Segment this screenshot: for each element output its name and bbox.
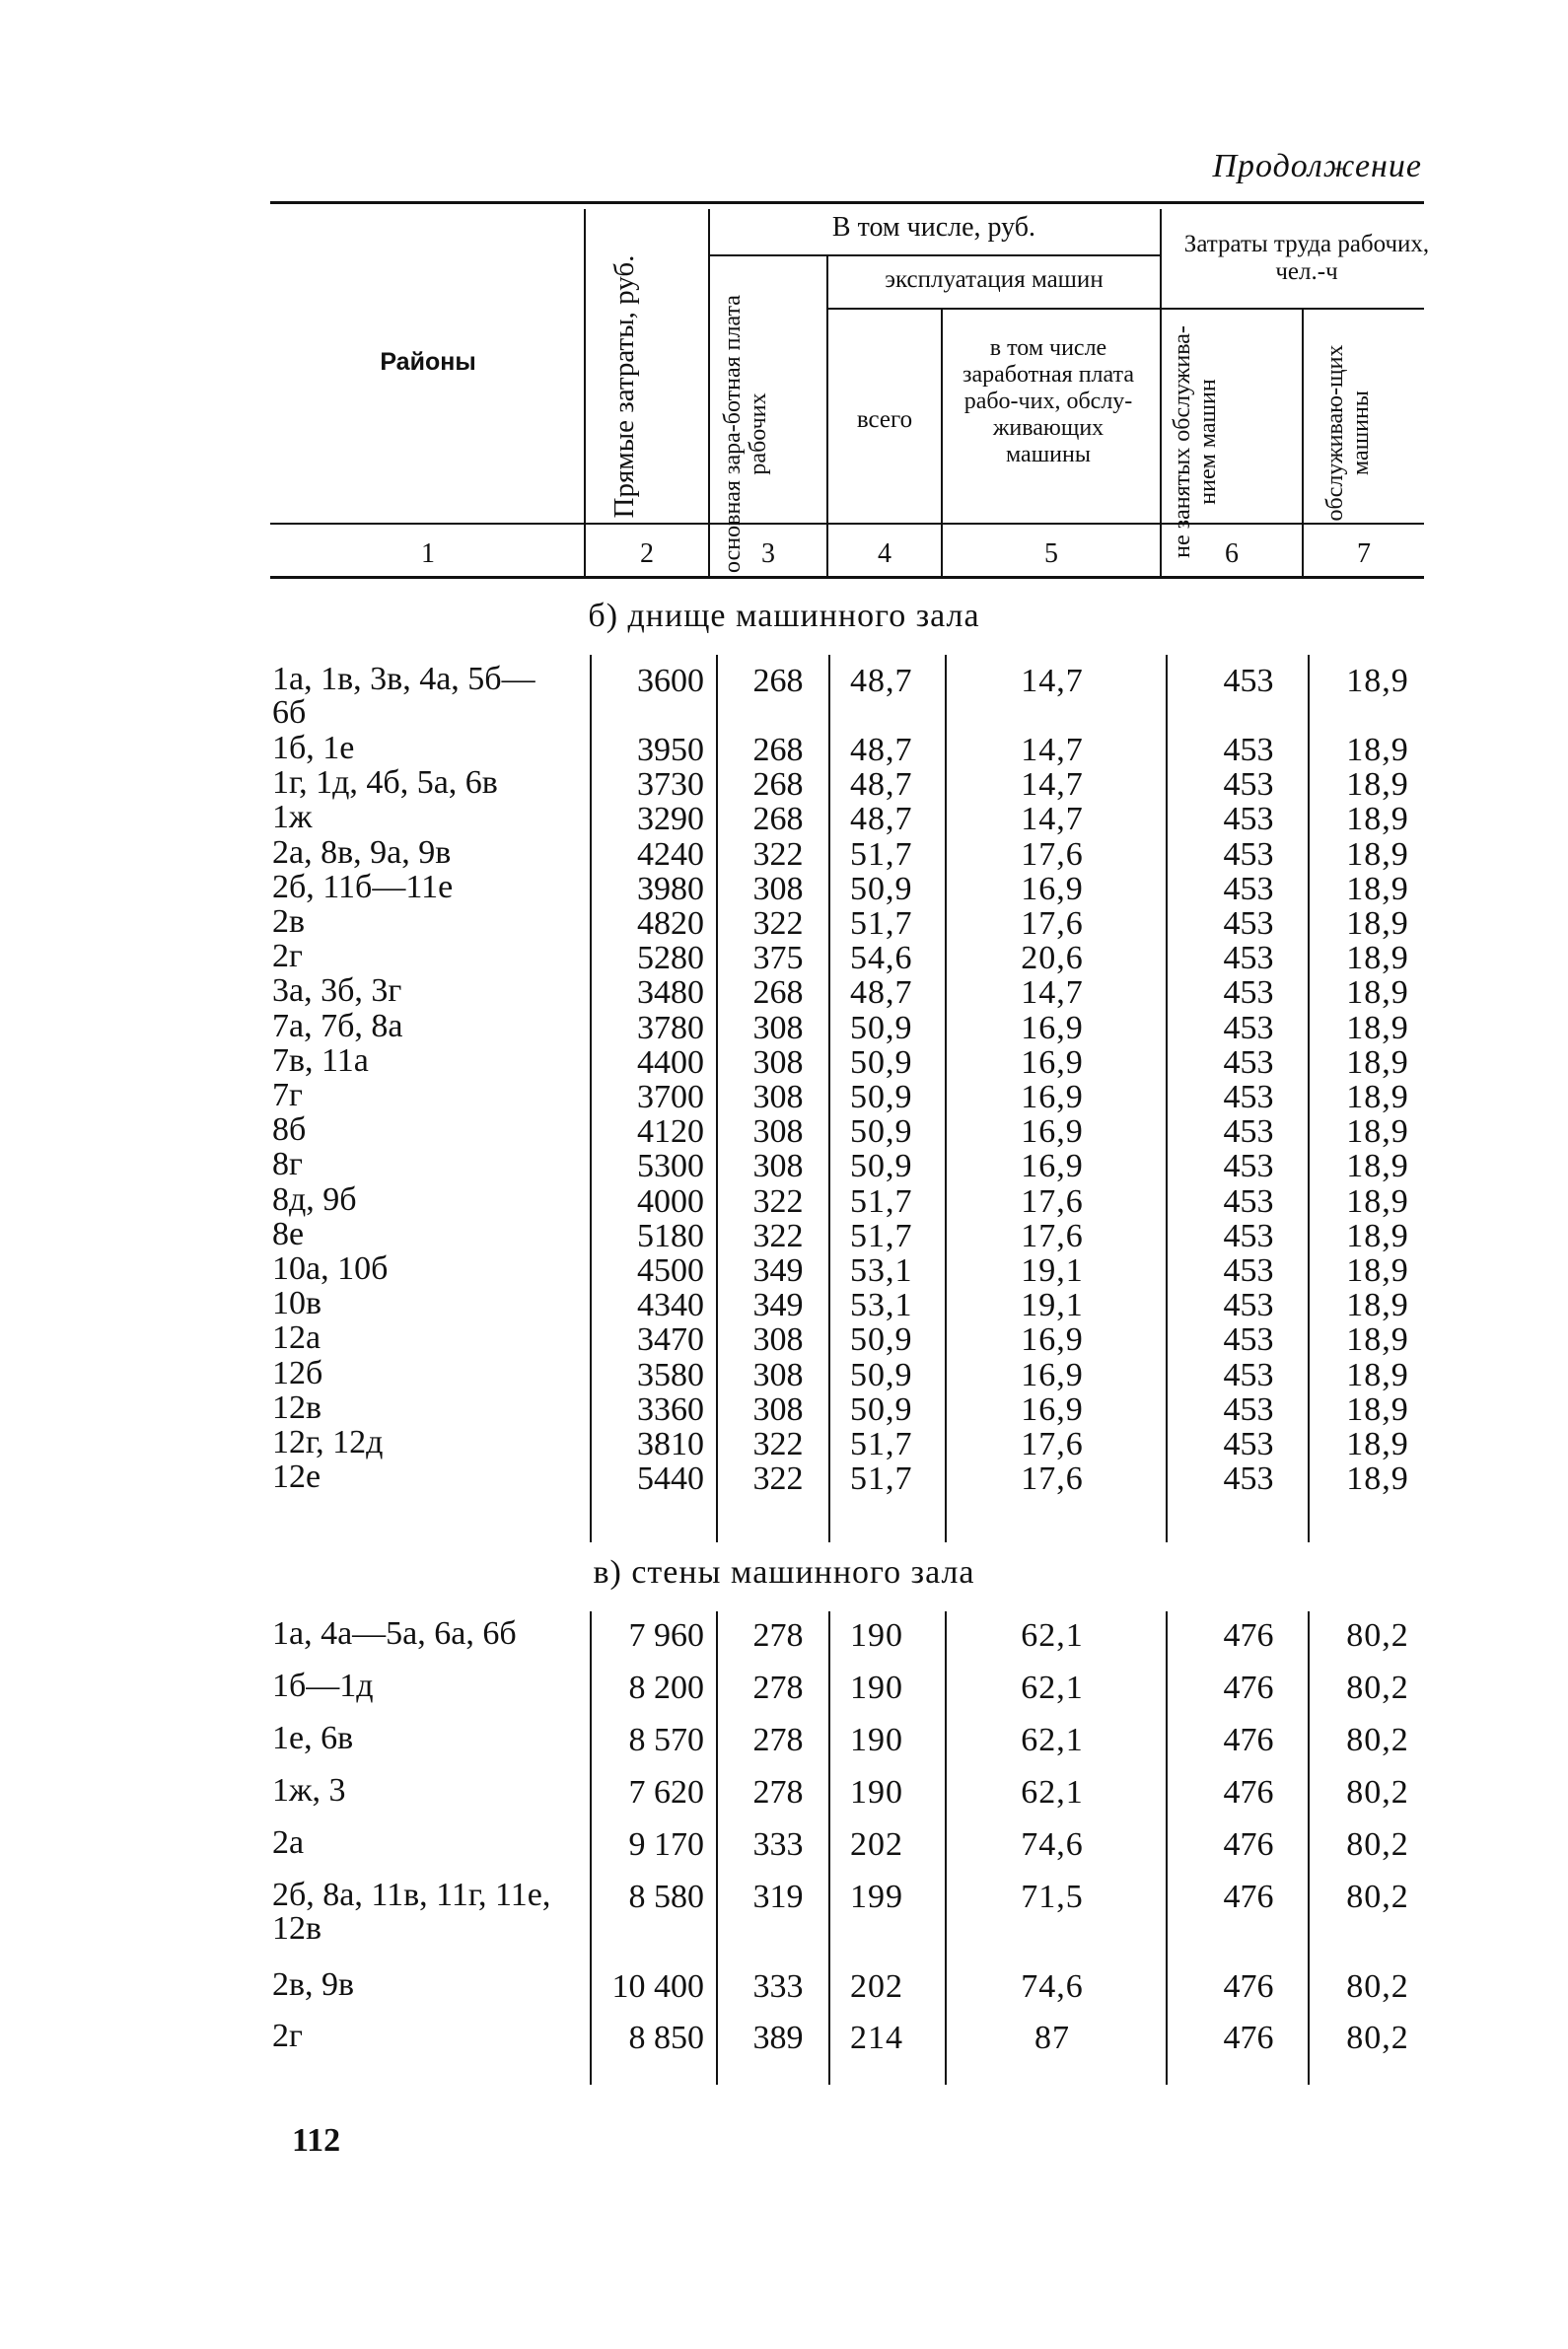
cell-total: 54,6 [850, 940, 913, 977]
cell-labor-mach: 18,9 [1346, 663, 1409, 699]
cell-direct: 5180 [637, 1217, 704, 1254]
cell-wage: 278 [752, 1670, 804, 1706]
cell-mach-wage: 17,6 [1021, 1426, 1084, 1462]
cell-district: 1г, 1д, 4б, 5а, 6в [272, 764, 498, 802]
continuation-label: Продолжение [1212, 148, 1422, 184]
header-direct-costs: Прямые затраты, руб. [608, 254, 640, 519]
cell-total: 51,7 [850, 1217, 913, 1254]
cell-labor-mach: 18,9 [1346, 1009, 1409, 1046]
cell-wage: 308 [752, 870, 804, 907]
cell-direct: 3780 [637, 1009, 704, 1046]
cell-direct: 3600 [637, 663, 704, 699]
cell-labor-mach: 80,2 [1346, 1774, 1409, 1811]
section-c-title: в) стены машинного зала [593, 1554, 975, 1591]
cell-district: 2г [272, 2018, 303, 2054]
cell-wage: 349 [752, 1287, 804, 1324]
cell-direct: 3580 [637, 1356, 704, 1393]
cell-total: 50,9 [850, 870, 913, 907]
cell-mach-wage: 87 [1034, 2020, 1070, 2056]
cell-mach-wage: 16,9 [1021, 1148, 1084, 1185]
cell-total: 202 [850, 1826, 903, 1863]
cell-direct: 3700 [637, 1079, 704, 1115]
cell-district: 2г [272, 938, 303, 975]
body-b-vline-5 [1166, 655, 1168, 1542]
cell-district: 3а, 3б, 3г [272, 972, 402, 1010]
page-number: 112 [292, 2122, 341, 2159]
cell-labor-other: 453 [1223, 940, 1274, 977]
cell-mach-wage: 16,9 [1021, 1390, 1084, 1428]
group-labor-rule [1160, 308, 1424, 310]
cell-labor-other: 453 [1223, 870, 1274, 907]
cell-total: 199 [850, 1879, 903, 1915]
cell-direct: 3730 [637, 766, 704, 804]
cell-total: 48,7 [850, 732, 913, 768]
colnum-6: 6 [1225, 538, 1239, 569]
cell-total: 53,1 [850, 1252, 913, 1289]
cell-wage: 322 [752, 1217, 804, 1254]
cell-mach-wage: 14,7 [1021, 801, 1084, 838]
cell-direct: 4120 [637, 1113, 704, 1151]
cell-district: 1е, 6в [272, 1720, 354, 1756]
cell-total: 48,7 [850, 801, 913, 838]
cell-labor-other: 453 [1223, 1079, 1274, 1115]
cell-wage: 333 [752, 1968, 804, 2005]
cell-total: 48,7 [850, 663, 913, 699]
cell-direct: 5280 [637, 940, 704, 977]
cell-district: 12е [272, 1459, 321, 1496]
cell-wage: 268 [752, 663, 804, 699]
header-labor-other: не занятых обслужива-нием машин [1170, 325, 1222, 558]
cell-total: 48,7 [850, 766, 913, 804]
cell-mach-wage: 71,5 [1021, 1879, 1084, 1915]
cell-mach-wage: 17,6 [1021, 1460, 1084, 1498]
cell-labor-other: 453 [1223, 1356, 1274, 1393]
cell-direct: 9 170 [628, 1826, 704, 1863]
cell-labor-other: 453 [1223, 1009, 1274, 1046]
cell-total: 190 [850, 1617, 903, 1654]
cell-district: 12в [272, 1388, 322, 1426]
cell-wage: 349 [752, 1252, 804, 1289]
cell-labor-mach: 18,9 [1346, 870, 1409, 907]
colnum-4: 4 [878, 538, 891, 569]
cell-district: 7г [272, 1077, 303, 1113]
body-c-vline-2 [716, 1611, 718, 2085]
cell-direct: 4000 [637, 1182, 704, 1220]
cell-total: 51,7 [850, 1426, 913, 1462]
header-group-rub: В том числе, руб. [831, 212, 1036, 243]
group-machines-rule [828, 308, 1160, 310]
header-vline-5 [1160, 209, 1162, 576]
cell-direct: 3980 [637, 870, 704, 907]
cell-mach-wage: 62,1 [1021, 1774, 1084, 1811]
colnum-1: 1 [421, 538, 435, 569]
cell-district: 8г [272, 1146, 303, 1183]
cell-labor-other: 476 [1223, 2020, 1274, 2056]
cell-mach-wage: 14,7 [1021, 766, 1084, 804]
cell-mach-wage: 16,9 [1021, 1009, 1084, 1046]
header-districts: Районы [380, 348, 476, 376]
cell-wage: 389 [752, 2020, 804, 2056]
cell-wage: 308 [752, 1009, 804, 1046]
cell-wage: 308 [752, 1043, 804, 1081]
cell-mach-wage: 62,1 [1021, 1722, 1084, 1758]
cell-wage: 308 [752, 1321, 804, 1359]
cell-labor-other: 453 [1223, 1148, 1274, 1185]
cell-total: 190 [850, 1722, 903, 1758]
cell-labor-mach: 18,9 [1346, 1217, 1409, 1254]
cell-district: 2в [272, 903, 306, 940]
cell-direct: 3950 [637, 732, 704, 768]
cell-district: 2а [272, 1824, 305, 1861]
body-b-vline-4 [945, 655, 947, 1542]
cell-mach-wage: 17,6 [1021, 835, 1084, 873]
header-vline-2 [708, 209, 710, 576]
cell-direct: 4500 [637, 1252, 704, 1289]
cell-labor-other: 453 [1223, 1113, 1274, 1151]
cell-labor-mach: 18,9 [1346, 905, 1409, 942]
cell-wage: 308 [752, 1356, 804, 1393]
cell-labor-other: 453 [1223, 732, 1274, 768]
cell-district: 2б, 11б—11е [272, 868, 454, 905]
cell-total: 202 [850, 1968, 903, 2005]
colnum-2: 2 [640, 538, 654, 569]
table-top-rule [270, 201, 1424, 204]
cell-labor-mach: 18,9 [1346, 940, 1409, 977]
header-vline-1 [584, 209, 586, 576]
cell-labor-other: 476 [1223, 1968, 1274, 2005]
cell-labor-mach: 80,2 [1346, 1670, 1409, 1706]
cell-labor-other: 476 [1223, 1774, 1274, 1811]
cell-direct: 8 200 [628, 1670, 704, 1706]
cell-direct: 4240 [637, 835, 704, 873]
cell-labor-mach: 80,2 [1346, 2020, 1409, 2056]
group-rub-rule [708, 254, 1160, 256]
cell-labor-other: 453 [1223, 663, 1274, 699]
cell-mach-wage: 14,7 [1021, 974, 1084, 1012]
cell-wage: 268 [752, 974, 804, 1012]
section-b-title: б) днище машинного зала [588, 598, 980, 634]
cell-labor-other: 453 [1223, 1182, 1274, 1220]
cell-district: 12а [272, 1319, 321, 1357]
cell-district: 8б [272, 1111, 307, 1149]
cell-direct: 10 400 [611, 1968, 704, 2005]
cell-direct: 4820 [637, 905, 704, 942]
cell-labor-mach: 18,9 [1346, 974, 1409, 1012]
cell-labor-other: 476 [1223, 1826, 1274, 1863]
cell-labor-other: 453 [1223, 835, 1274, 873]
cell-mach-wage: 16,9 [1021, 1113, 1084, 1151]
cell-total: 190 [850, 1774, 903, 1811]
cell-district: 1б, 1е [272, 730, 355, 766]
cell-labor-other: 476 [1223, 1879, 1274, 1915]
cell-labor-mach: 18,9 [1346, 1460, 1409, 1498]
cell-wage: 322 [752, 1182, 804, 1220]
cell-direct: 5300 [637, 1148, 704, 1185]
cell-district: 7а, 7б, 8а [272, 1007, 403, 1044]
cell-mach-wage: 62,1 [1021, 1670, 1084, 1706]
header-group-machines: эксплуатация машин [885, 266, 1104, 293]
cell-district: 12б [272, 1354, 323, 1391]
cell-labor-mach: 18,9 [1346, 1148, 1409, 1185]
cell-mach-wage: 20,6 [1021, 940, 1084, 977]
cell-mach-wage: 17,6 [1021, 1217, 1084, 1254]
cell-direct: 3360 [637, 1390, 704, 1428]
cell-mach-wage: 74,6 [1021, 1826, 1084, 1863]
cell-mach-wage: 16,9 [1021, 1043, 1084, 1081]
cell-labor-mach: 18,9 [1346, 1287, 1409, 1324]
cell-district: 12г, 12д [272, 1424, 384, 1460]
cell-labor-other: 453 [1223, 1252, 1274, 1289]
body-c-vline-4 [945, 1611, 947, 2085]
cell-labor-mach: 80,2 [1346, 1826, 1409, 1863]
cell-total: 50,9 [850, 1079, 913, 1115]
cell-total: 51,7 [850, 905, 913, 942]
header-group-labor: Затраты труда рабочих, чел.-ч [1183, 231, 1430, 285]
cell-labor-other: 453 [1223, 1460, 1274, 1498]
cell-labor-mach: 80,2 [1346, 1879, 1409, 1915]
cell-total: 50,9 [850, 1390, 913, 1428]
cell-district: 10а, 10б [272, 1250, 389, 1287]
cell-direct: 8 570 [628, 1722, 704, 1758]
header-machines-total: всего [856, 406, 913, 433]
cell-direct: 8 580 [628, 1879, 704, 1915]
cell-labor-mach: 80,2 [1346, 1968, 1409, 2005]
cell-labor-mach: 18,9 [1346, 1321, 1409, 1359]
cell-district: 1ж, 3 [272, 1772, 346, 1809]
cell-labor-mach: 18,9 [1346, 1252, 1409, 1289]
cell-labor-mach: 18,9 [1346, 1043, 1409, 1081]
cell-direct: 3480 [637, 974, 704, 1012]
cell-mach-wage: 16,9 [1021, 1079, 1084, 1115]
cell-labor-other: 453 [1223, 1043, 1274, 1081]
cell-district: 10в [272, 1285, 322, 1322]
cell-wage: 308 [752, 1113, 804, 1151]
header-machines-wage: в том числе заработная плата рабо-чих, обслу-живающих машины [962, 335, 1134, 467]
cell-mach-wage: 16,9 [1021, 1321, 1084, 1359]
cell-wage: 308 [752, 1148, 804, 1185]
cell-labor-mach: 18,9 [1346, 835, 1409, 873]
cell-labor-mach: 18,9 [1346, 766, 1409, 804]
cell-mach-wage: 14,7 [1021, 732, 1084, 768]
cell-labor-other: 453 [1223, 801, 1274, 838]
cell-labor-mach: 18,9 [1346, 1426, 1409, 1462]
cell-labor-mach: 18,9 [1346, 1113, 1409, 1151]
cell-direct: 7 620 [628, 1774, 704, 1811]
cell-mach-wage: 17,6 [1021, 1182, 1084, 1220]
cell-labor-other: 476 [1223, 1722, 1274, 1758]
cell-wage: 308 [752, 1079, 804, 1115]
cell-wage: 322 [752, 1460, 804, 1498]
cell-labor-other: 476 [1223, 1670, 1274, 1706]
cell-district: 2б, 8а, 11в, 11г, 11е, 12в [272, 1877, 551, 1947]
cell-mach-wage: 16,9 [1021, 1356, 1084, 1393]
cell-total: 50,9 [850, 1043, 913, 1081]
body-c-vline-5 [1166, 1611, 1168, 2085]
colnum-3: 3 [761, 538, 775, 569]
cell-direct: 3470 [637, 1321, 704, 1359]
cell-mach-wage: 19,1 [1021, 1252, 1084, 1289]
cell-total: 51,7 [850, 835, 913, 873]
cell-total: 50,9 [850, 1113, 913, 1151]
cell-mach-wage: 74,6 [1021, 1968, 1084, 2005]
cell-wage: 308 [752, 1390, 804, 1428]
cell-wage: 322 [752, 905, 804, 942]
cell-district: 7в, 11а [272, 1041, 369, 1079]
cell-district: 1б—1д [272, 1668, 374, 1704]
cell-direct: 7 960 [628, 1617, 704, 1654]
header-vline-6 [1302, 310, 1304, 576]
cell-mach-wage: 19,1 [1021, 1287, 1084, 1324]
cell-direct: 3810 [637, 1426, 704, 1462]
cell-district: 1ж [272, 799, 313, 836]
cell-wage: 268 [752, 766, 804, 804]
cell-district: 2а, 8в, 9а, 9в [272, 833, 452, 871]
cell-wage: 319 [752, 1879, 804, 1915]
cell-labor-other: 453 [1223, 1426, 1274, 1462]
cell-total: 53,1 [850, 1287, 913, 1324]
cell-wage: 278 [752, 1774, 804, 1811]
cell-labor-mach: 18,9 [1346, 1390, 1409, 1428]
cell-labor-mach: 18,9 [1346, 732, 1409, 768]
cell-total: 50,9 [850, 1356, 913, 1393]
cell-total: 48,7 [850, 974, 913, 1012]
cell-labor-mach: 18,9 [1346, 801, 1409, 838]
cell-mach-wage: 14,7 [1021, 663, 1084, 699]
cell-total: 190 [850, 1670, 903, 1706]
cell-district: 1а, 4а—5а, 6а, 6б [272, 1615, 517, 1652]
cell-mach-wage: 16,9 [1021, 870, 1084, 907]
cell-district: 8д, 9б [272, 1180, 357, 1218]
body-b-vline-2 [716, 655, 718, 1542]
cell-wage: 278 [752, 1617, 804, 1654]
cell-labor-other: 453 [1223, 1390, 1274, 1428]
cell-wage: 278 [752, 1722, 804, 1758]
cell-labor-mach: 80,2 [1346, 1722, 1409, 1758]
cell-direct: 4340 [637, 1287, 704, 1324]
cell-labor-other: 453 [1223, 1321, 1274, 1359]
colnum-bottom-rule [270, 576, 1424, 579]
cell-mach-wage: 62,1 [1021, 1617, 1084, 1654]
cell-labor-mach: 18,9 [1346, 1356, 1409, 1393]
cell-wage: 375 [752, 940, 804, 977]
cell-district: 1а, 1в, 3в, 4а, 5б—6б [272, 661, 535, 731]
cell-direct: 4400 [637, 1043, 704, 1081]
header-vline-4 [941, 310, 943, 576]
cell-wage: 322 [752, 835, 804, 873]
cell-total: 51,7 [850, 1460, 913, 1498]
cell-labor-other: 453 [1223, 766, 1274, 804]
cell-labor-mach: 18,9 [1346, 1182, 1409, 1220]
cell-labor-mach: 80,2 [1346, 1617, 1409, 1654]
cell-wage: 268 [752, 801, 804, 838]
cell-total: 214 [850, 2020, 903, 2056]
header-labor-machines: обслуживаю-щих машины [1322, 344, 1375, 522]
cell-total: 50,9 [850, 1148, 913, 1185]
cell-labor-mach: 18,9 [1346, 1079, 1409, 1115]
cell-direct: 5440 [637, 1460, 704, 1498]
cell-district: 8е [272, 1215, 305, 1252]
cell-labor-other: 453 [1223, 1217, 1274, 1254]
cell-wage: 268 [752, 732, 804, 768]
cell-labor-other: 453 [1223, 905, 1274, 942]
colnum-7: 7 [1357, 538, 1371, 569]
cell-district: 2в, 9в [272, 1966, 355, 2003]
cell-wage: 322 [752, 1426, 804, 1462]
cell-direct: 8 850 [628, 2020, 704, 2056]
cell-total: 50,9 [850, 1321, 913, 1359]
cell-labor-other: 453 [1223, 1287, 1274, 1324]
cell-labor-other: 476 [1223, 1617, 1274, 1654]
cell-total: 51,7 [850, 1182, 913, 1220]
cell-labor-other: 453 [1223, 974, 1274, 1012]
cell-mach-wage: 17,6 [1021, 905, 1084, 942]
cell-total: 50,9 [850, 1009, 913, 1046]
cell-wage: 333 [752, 1826, 804, 1863]
colnum-5: 5 [1044, 538, 1058, 569]
cell-direct: 3290 [637, 801, 704, 838]
header-base-wage: основная зара-ботная плата рабочих [720, 295, 772, 573]
